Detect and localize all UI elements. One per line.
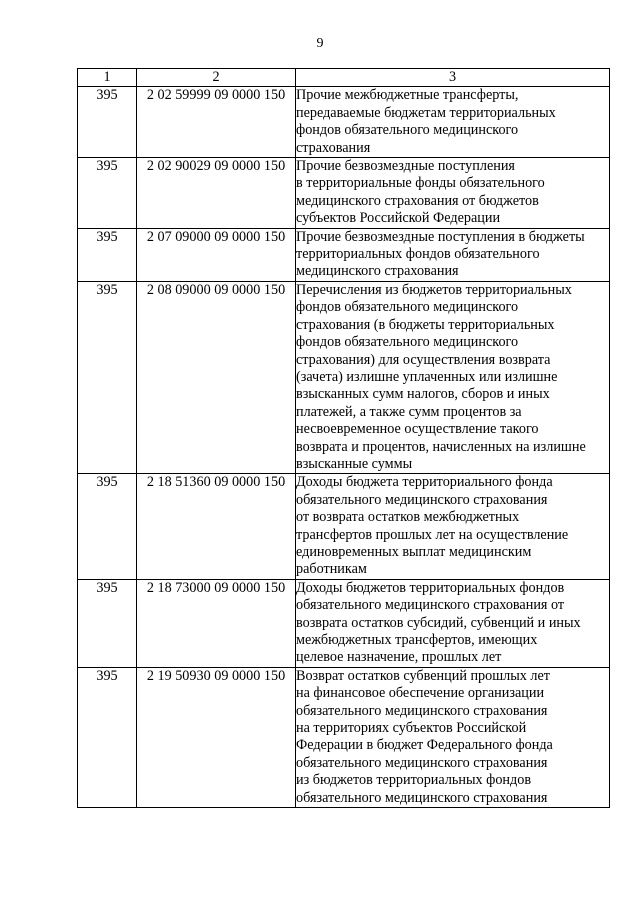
revenue-name-line: обязательного медицинского страхования: [296, 702, 548, 719]
table-row: [78, 667, 610, 807]
revenue-code-cell: 2 18 51360 09 0000 150: [137, 474, 296, 579]
table-row: [78, 579, 610, 667]
revenue-name-line: Доходы бюджета территориального фонда: [296, 474, 553, 491]
admin-code-cell: 395: [78, 281, 137, 473]
revenue-name-line: взысканные суммы: [296, 455, 413, 472]
revenue-name-line: обязательного медицинского страхования от: [296, 597, 565, 614]
revenue-name-line: территориальных фондов обязательного: [296, 246, 540, 263]
table-row: [78, 474, 610, 579]
revenue-name-line: единовременных выплат медицинским: [296, 543, 532, 560]
table-row: [78, 228, 610, 281]
revenue-code-cell: 2 07 09000 09 0000 150: [137, 228, 296, 281]
admin-code-cell: 395: [78, 228, 137, 281]
revenue-name-cell: [296, 228, 610, 281]
admin-code-cell: 395: [78, 579, 137, 667]
revenue-name-line: страхования) для осуществления возврата: [296, 351, 551, 368]
revenue-name-line: целевое назначение, прошлых лет: [296, 649, 502, 666]
revenue-name-line: передаваемые бюджетам территориальных: [296, 104, 556, 121]
revenue-name-line: медицинского страхования: [296, 263, 459, 280]
revenue-name-line: страхования: [296, 139, 371, 156]
revenue-name-cell: [296, 667, 610, 807]
table-row: [78, 87, 610, 158]
revenue-name-line: от возврата остатков межбюджетных: [296, 509, 520, 526]
revenue-name-line: фондов обязательного медицинского: [296, 334, 519, 351]
revenue-name-line: на территориях субъектов Российской: [296, 720, 527, 737]
revenue-name-cell: [296, 87, 610, 158]
revenue-name-line: субъектов Российской Федерации: [296, 210, 501, 227]
revenue-name-line: несвоевременное осуществление такого: [296, 421, 539, 438]
revenue-name-line: Прочие межбюджетные трансферты,: [296, 87, 519, 104]
budget-codes-table: [77, 68, 610, 808]
revenue-name-line: фондов обязательного медицинского: [296, 122, 519, 139]
revenue-code-cell: 2 02 90029 09 0000 150: [137, 158, 296, 229]
revenue-name-line: возврата остатков субсидий, субвенций и иных: [296, 614, 581, 631]
revenue-code-cell: 2 08 09000 09 0000 150: [137, 281, 296, 473]
admin-code-cell: 395: [78, 87, 137, 158]
revenue-name-cell: [296, 281, 610, 473]
revenue-name-line: фондов обязательного медицинского: [296, 299, 519, 316]
revenue-name-line: Прочие безвозмездные поступления в бюджеты: [296, 228, 585, 245]
table-body: [78, 87, 610, 808]
revenue-name-line: Возврат остатков субвенций прошлых лет: [296, 667, 550, 684]
table-header: [78, 69, 610, 87]
revenue-code-cell: 2 18 73000 09 0000 150: [137, 579, 296, 667]
revenue-name-line: Перечисления из бюджетов территориальных: [296, 281, 572, 298]
revenue-name-line: платежей, а также сумм процентов за: [296, 403, 522, 420]
revenue-name-line: возврата и процентов, начисленных на излишне: [296, 438, 586, 455]
revenue-name-cell: [296, 474, 610, 579]
revenue-name-line: в территориальные фонды обязательного: [296, 175, 545, 192]
revenue-name-line: взысканных сумм налогов, сборов и иных: [296, 386, 550, 403]
revenue-name-line: обязательного медицинского страхования: [296, 789, 548, 806]
table-row: [78, 281, 610, 473]
table-row: [78, 158, 610, 229]
revenue-name-line: на финансовое обеспечение организации: [296, 685, 545, 702]
header-row: [78, 69, 610, 87]
revenue-name-line: (зачета) излишне уплаченных или излишне: [296, 368, 558, 385]
revenue-name-line: страхования (в бюджеты территориальных: [296, 316, 555, 333]
admin-code-cell: 395: [78, 667, 137, 807]
revenue-name-line: обязательного медицинского страхования: [296, 491, 548, 508]
revenue-name-line: Доходы бюджетов территориальных фондов: [296, 579, 565, 596]
revenue-name-line: из бюджетов территориальных фондов: [296, 772, 532, 789]
revenue-name-line: медицинского страхования от бюджетов: [296, 192, 539, 209]
page-number: 9: [316, 36, 324, 51]
revenue-code-cell: 2 19 50930 09 0000 150: [137, 667, 296, 807]
revenue-name-cell: [296, 579, 610, 667]
header-col-3: 3: [296, 69, 610, 87]
header-col-1: 1: [78, 69, 137, 87]
revenue-name-cell: [296, 158, 610, 229]
admin-code-cell: 395: [78, 474, 137, 579]
revenue-name-line: Прочие безвозмездные поступления: [296, 158, 515, 175]
revenue-name-line: работникам: [296, 561, 367, 578]
revenue-name-line: трансфертов прошлых лет на осуществление: [296, 526, 569, 543]
revenue-code-cell: 2 02 59999 09 0000 150: [137, 87, 296, 158]
revenue-name-line: обязательного медицинского страхования: [296, 754, 548, 771]
header-col-2: 2: [137, 69, 296, 87]
revenue-name-line: межбюджетных трансфертов, имеющих: [296, 632, 538, 648]
admin-code-cell: 395: [78, 158, 137, 229]
revenue-name-line: Федерации в бюджет Федерального фонда: [296, 737, 553, 754]
